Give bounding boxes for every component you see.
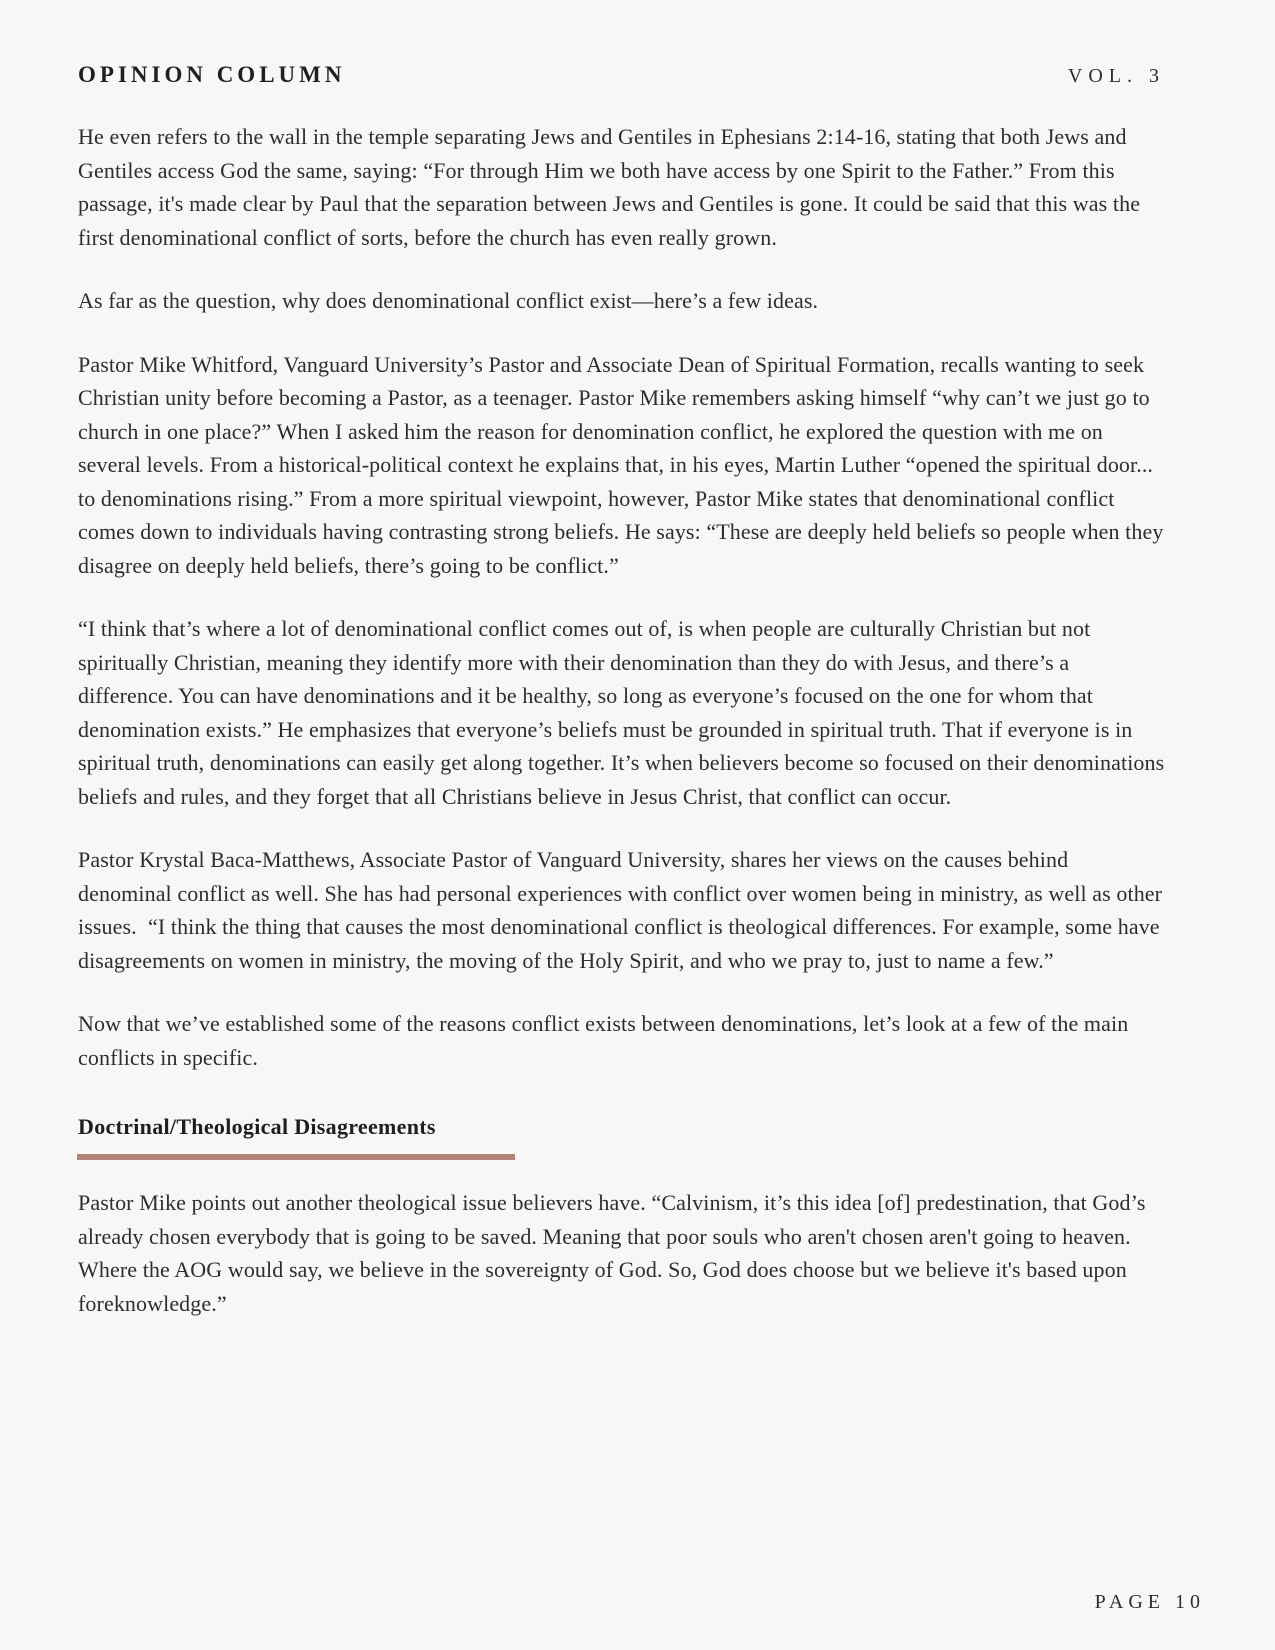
article-paragraph: Pastor Krystal Baca-Matthews, Associate Pastor of Vanguard University, shares her views on the causes behind denominal conflict as well. She has had personal experiences with conflict over women being in ministry, as well as other issues. “I think the thing that causes the most denominational conflict is theological differences. For example, some have disagreements on women in ministry, the moving of the Holy Spirit, and who we pray to, just to name a few.” xyxy=(78,847,1168,973)
page-number: PAGE 10 xyxy=(1094,1591,1205,1613)
article-body xyxy=(78,120,1170,1320)
article-paragraph: Pastor Mike points out another theological issue believers have. “Calvinism, it’s this idea [of] predestination, that God’s already chosen everybody that is going to be saved. Meaning that poor souls who aren't chosen aren't going to heaven. Where the AOG would say, we believe in the sovereignty of God. So, God does choose but we believe it's based upon foreknowledge.” xyxy=(78,1190,1152,1316)
article-paragraph: He even refers to the wall in the temple separating Jews and Gentiles in Ephesians 2:14-16, stating that both Jews and Gentiles access God the same, saying: “For through Him we both have access by one Spirit to the Father.” From this passage, it's made clear by Paul that the separation between Jews and Gentiles is gone. It could be said that this was the first denominational conflict of sorts, before the church has even really grown. xyxy=(78,124,1146,250)
article-paragraph: As far as the question, why does denominational conflict exist—here’s a few ideas. xyxy=(78,288,819,313)
page-title: OPINION COLUMN xyxy=(78,62,346,87)
section-underline xyxy=(77,1154,515,1160)
article-paragraph: “I think that’s where a lot of denominational conflict comes out of, is when people are culturally Christian but not spiritually Christian, meaning they identify more with their denomination than they do with Jesus, and there’s a difference. You can have denominations and it be healthy, so long as everyone’s focused on the one for whom that denomination exists.” He emphasizes that everyone’s beliefs must be grounded in spiritual truth. That if everyone is in spiritual truth, denominations can easily get along together. It’s when believers become so focused on their denominations beliefs and rules, and they forget that all Christians believe in Jesus Christ, that conflict can occur. xyxy=(78,616,1170,809)
article-paragraph: Pastor Mike Whitford, Vanguard University’s Pastor and Associate Dean of Spiritual Formation, recalls wanting to seek Christian unity before becoming a Pastor, as a teenager. Pastor Mike remembers asking himself “why can’t we just go to church in one place?” When I asked him the reason for denomination conflict, he explored the question with me on several levels. From a historical-political context he explains that, in his eyes, Martin Luther “opened the spiritual door... to denominations rising.” From a more spiritual viewpoint, however, Pastor Mike states that denominational conflict comes down to individuals having contrasting strong beliefs. He says: “These are deeply held beliefs so people when they disagree on deeply held beliefs, there’s going to be conflict.” xyxy=(78,351,1170,578)
volume-label: VOL. 3 xyxy=(1067,65,1165,87)
masthead xyxy=(78,62,1165,88)
article-paragraph: Now that we’ve established some of the reasons conflict exists between denominations, let’s look at a few of the main conflicts in specific. xyxy=(78,1011,1134,1070)
section-heading: Doctrinal/Theological Disagreements xyxy=(78,1114,436,1139)
